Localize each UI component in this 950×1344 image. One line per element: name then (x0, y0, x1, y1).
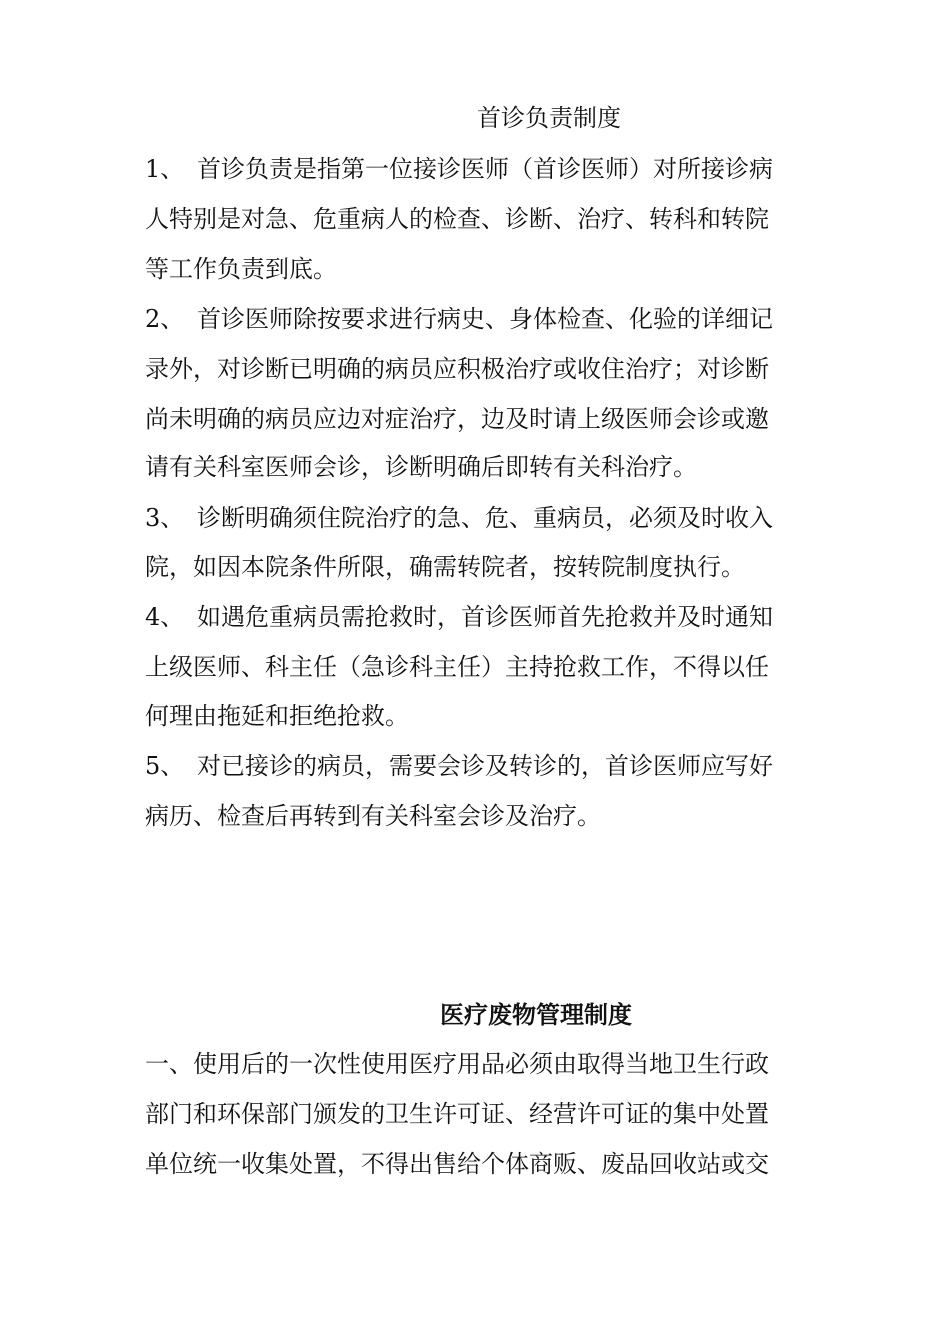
waste-line-1: 一、使用后的一次性使用医疗用品必须由取得当地卫生行政 (145, 1050, 769, 1078)
item-5-line-1 (145, 751, 825, 781)
item-2-line-3: 尚未明确的病员应边对症治疗，边及时请上级医师会诊或邀 (145, 405, 769, 433)
item-text: 诊断明确须住院治疗的急、危、重病员，必须及时收入 (197, 504, 773, 532)
item-5-line-2: 病历、检查后再转到有关科室会诊及治疗。 (145, 802, 601, 830)
item-number: 1、 (145, 155, 185, 183)
item-text: 首诊负责是指第一位接诊医师（首诊医师）对所接诊病 (197, 155, 773, 183)
item-2-line-1 (145, 304, 825, 334)
item-2-line-2: 录外，对诊断已明确的病员应积极治疗或收住治疗；对诊断 (145, 355, 769, 383)
waste-line-3: 单位统一收集处置，不得出售给个体商贩、废品回收站或交 (145, 1150, 769, 1178)
item-1-line-2: 人特别是对急、危重病人的检查、诊断、治疗、转科和转院 (145, 205, 769, 233)
item-1-line-3: 等工作负责到底。 (145, 255, 337, 283)
waste-line-2: 部门和环保部门颁发的卫生许可证、经营许可证的集中处置 (145, 1100, 769, 1128)
item-number: 3、 (145, 504, 185, 532)
section-title-medical-waste: 医疗废物管理制度 (440, 1000, 632, 1029)
item-3-line-2: 院，如因本院条件所限，确需转院者，按转院制度执行。 (145, 553, 745, 581)
item-text: 对已接诊的病员，需要会诊及转诊的，首诊医师应写好 (197, 752, 773, 780)
item-2-line-4: 请有关科室医师会诊，诊断明确后即转有关科治疗。 (145, 453, 697, 481)
item-number: 5、 (145, 752, 185, 780)
item-1-line-1 (145, 154, 825, 184)
item-text: 首诊医师除按要求进行病史、身体检查、化验的详细记 (197, 305, 773, 333)
item-4-line-3: 何理由拖延和拒绝抢救。 (145, 702, 409, 730)
item-number: 4、 (145, 603, 185, 631)
item-number: 2、 (145, 305, 185, 333)
section-title-first-visit: 首诊负责制度 (477, 104, 621, 132)
item-text: 如遇危重病员需抢救时，首诊医师首先抢救并及时通知 (197, 603, 773, 631)
item-4-line-1 (145, 602, 825, 632)
item-3-line-1 (145, 503, 825, 533)
item-4-line-2: 上级医师、科主任（急诊科主任）主持抢救工作，不得以任 (145, 653, 769, 681)
